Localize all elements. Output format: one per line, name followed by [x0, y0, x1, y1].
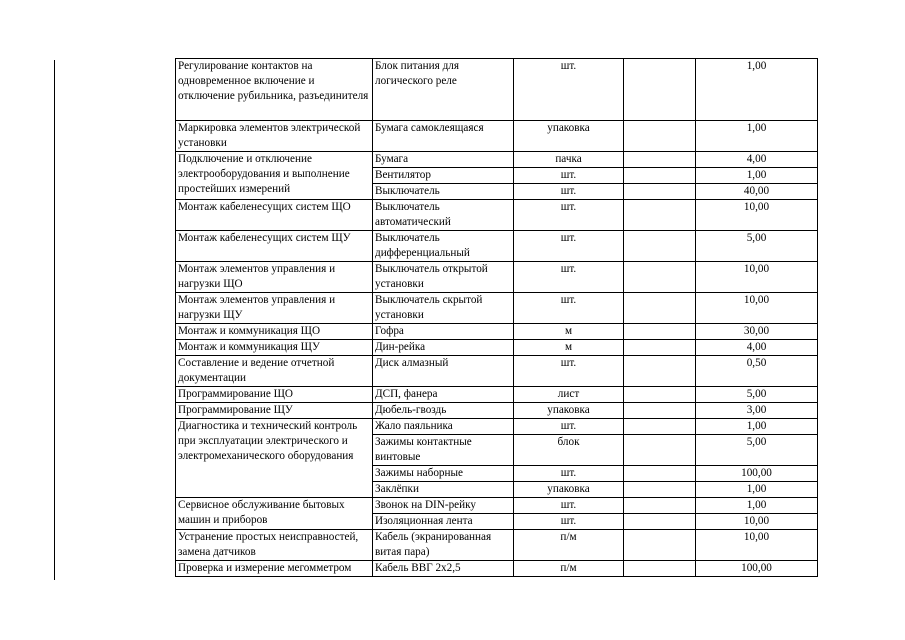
quantity-cell: 40,00	[696, 184, 818, 200]
quantity-cell: 1,00	[696, 419, 818, 435]
empty-cell	[624, 184, 696, 200]
empty-cell	[624, 387, 696, 403]
item-cell: Выключатель дифференциальный	[373, 231, 514, 262]
quantity-cell: 10,00	[696, 293, 818, 324]
table-row	[176, 152, 818, 168]
empty-cell	[624, 200, 696, 231]
quantity-cell: 1,00	[696, 498, 818, 514]
quantity-cell: 30,00	[696, 324, 818, 340]
empty-cell	[624, 403, 696, 419]
empty-cell	[624, 498, 696, 514]
unit-cell: упаковка	[514, 403, 624, 419]
empty-cell	[624, 231, 696, 262]
unit-cell: упаковка	[514, 121, 624, 152]
item-cell: Гофра	[373, 324, 514, 340]
empty-cell	[624, 514, 696, 530]
item-cell: Блок питания для логического реле	[373, 59, 514, 121]
unit-cell: шт.	[514, 200, 624, 231]
work-cell: Программирование ЩУ	[176, 403, 373, 419]
quantity-cell: 10,00	[696, 262, 818, 293]
empty-cell	[624, 340, 696, 356]
work-cell: Монтаж элементов управления и нагрузки ЩО	[176, 262, 373, 293]
quantity-cell: 4,00	[696, 152, 818, 168]
work-cell: Диагностика и технический контроль при эксплуатации электрического и электромеханического оборудования	[176, 419, 373, 498]
work-cell: Монтаж и коммуникация ЩО	[176, 324, 373, 340]
empty-cell	[624, 482, 696, 498]
quantity-cell: 3,00	[696, 403, 818, 419]
unit-cell: шт.	[514, 293, 624, 324]
empty-cell	[624, 121, 696, 152]
item-cell: Кабель (экранированная витая пара)	[373, 530, 514, 561]
work-cell: Монтаж кабеленесущих систем ЩО	[176, 200, 373, 231]
item-cell: Бумага самоклеящаяся	[373, 121, 514, 152]
work-cell: Проверка и измерение мегомметром	[176, 561, 373, 577]
item-cell: Изоляционная лента	[373, 514, 514, 530]
quantity-cell: 100,00	[696, 561, 818, 577]
table-row	[176, 340, 818, 356]
quantity-cell: 1,00	[696, 482, 818, 498]
item-cell: Дюбель-гвоздь	[373, 403, 514, 419]
empty-cell	[624, 466, 696, 482]
table-row	[176, 200, 818, 231]
table-row	[176, 387, 818, 403]
unit-cell: шт.	[514, 168, 624, 184]
unit-cell: п/м	[514, 530, 624, 561]
table-row	[176, 121, 818, 152]
unit-cell: лист	[514, 387, 624, 403]
quantity-cell: 10,00	[696, 200, 818, 231]
quantity-cell: 5,00	[696, 231, 818, 262]
unit-cell: м	[514, 324, 624, 340]
table-row	[176, 262, 818, 293]
item-cell: Бумага	[373, 152, 514, 168]
unit-cell: м	[514, 340, 624, 356]
work-cell: Монтаж и коммуникация ЩУ	[176, 340, 373, 356]
work-cell: Устранение простых неисправностей, замена датчиков	[176, 530, 373, 561]
empty-cell	[624, 293, 696, 324]
work-cell: Сервисное обслуживание бытовых машин и приборов	[176, 498, 373, 530]
table-row	[176, 403, 818, 419]
item-cell: Выключатель скрытой установки	[373, 293, 514, 324]
empty-cell	[624, 530, 696, 561]
table-row	[176, 231, 818, 262]
table-row	[176, 324, 818, 340]
quantity-cell: 0,50	[696, 356, 818, 387]
empty-cell	[624, 435, 696, 466]
work-cell: Программирование ЩО	[176, 387, 373, 403]
materials-table	[175, 58, 818, 577]
table-row	[176, 59, 818, 121]
item-cell: Диск алмазный	[373, 356, 514, 387]
empty-cell	[624, 152, 696, 168]
table-row	[176, 530, 818, 561]
table-row	[176, 498, 818, 514]
unit-cell: шт.	[514, 419, 624, 435]
unit-cell: п/м	[514, 561, 624, 577]
empty-cell	[624, 561, 696, 577]
work-cell: Маркировка элементов электрической установки	[176, 121, 373, 152]
unit-cell: шт.	[514, 356, 624, 387]
table-row	[176, 561, 818, 577]
unit-cell: шт.	[514, 514, 624, 530]
quantity-cell: 1,00	[696, 59, 818, 121]
unit-cell: шт.	[514, 466, 624, 482]
work-cell: Регулирование контактов на одновременное включение и отключение рубильника, разъединителя	[176, 59, 373, 121]
empty-cell	[624, 324, 696, 340]
item-cell: Звонок на DIN-рейку	[373, 498, 514, 514]
item-cell: ДСП, фанера	[373, 387, 514, 403]
quantity-cell: 10,00	[696, 514, 818, 530]
item-cell: Заклёпки	[373, 482, 514, 498]
table-row	[176, 293, 818, 324]
item-cell: Выключатель автоматический	[373, 200, 514, 231]
empty-cell	[624, 419, 696, 435]
item-cell: Жало паяльника	[373, 419, 514, 435]
quantity-cell: 5,00	[696, 435, 818, 466]
empty-cell	[624, 356, 696, 387]
item-cell: Выключатель открытой установки	[373, 262, 514, 293]
quantity-cell: 4,00	[696, 340, 818, 356]
table-row	[176, 356, 818, 387]
item-cell: Дин-рейка	[373, 340, 514, 356]
unit-cell: шт.	[514, 262, 624, 293]
quantity-cell: 10,00	[696, 530, 818, 561]
item-cell: Кабель ВВГ 2х2,5	[373, 561, 514, 577]
work-cell: Подключение и отключение электрооборудования и выполнение простейших измерений	[176, 152, 373, 200]
unit-cell: пачка	[514, 152, 624, 168]
quantity-cell: 100,00	[696, 466, 818, 482]
quantity-cell: 5,00	[696, 387, 818, 403]
unit-cell: упаковка	[514, 482, 624, 498]
unit-cell: блок	[514, 435, 624, 466]
unit-cell: шт.	[514, 231, 624, 262]
item-cell: Выключатель	[373, 184, 514, 200]
table-row	[176, 419, 818, 435]
item-cell: Вентилятор	[373, 168, 514, 184]
unit-cell: шт.	[514, 498, 624, 514]
unit-cell: шт.	[514, 184, 624, 200]
work-cell: Монтаж кабеленесущих систем ЩУ	[176, 231, 373, 262]
quantity-cell: 1,00	[696, 168, 818, 184]
item-cell: Зажимы контактные винтовые	[373, 435, 514, 466]
quantity-cell: 1,00	[696, 121, 818, 152]
empty-cell	[624, 59, 696, 121]
item-cell: Зажимы наборные	[373, 466, 514, 482]
empty-cell	[624, 262, 696, 293]
page-margin-line	[54, 60, 55, 580]
unit-cell: шт.	[514, 59, 624, 121]
work-cell: Составление и ведение отчетной документации	[176, 356, 373, 387]
empty-cell	[624, 168, 696, 184]
work-cell: Монтаж элементов управления и нагрузки ЩУ	[176, 293, 373, 324]
